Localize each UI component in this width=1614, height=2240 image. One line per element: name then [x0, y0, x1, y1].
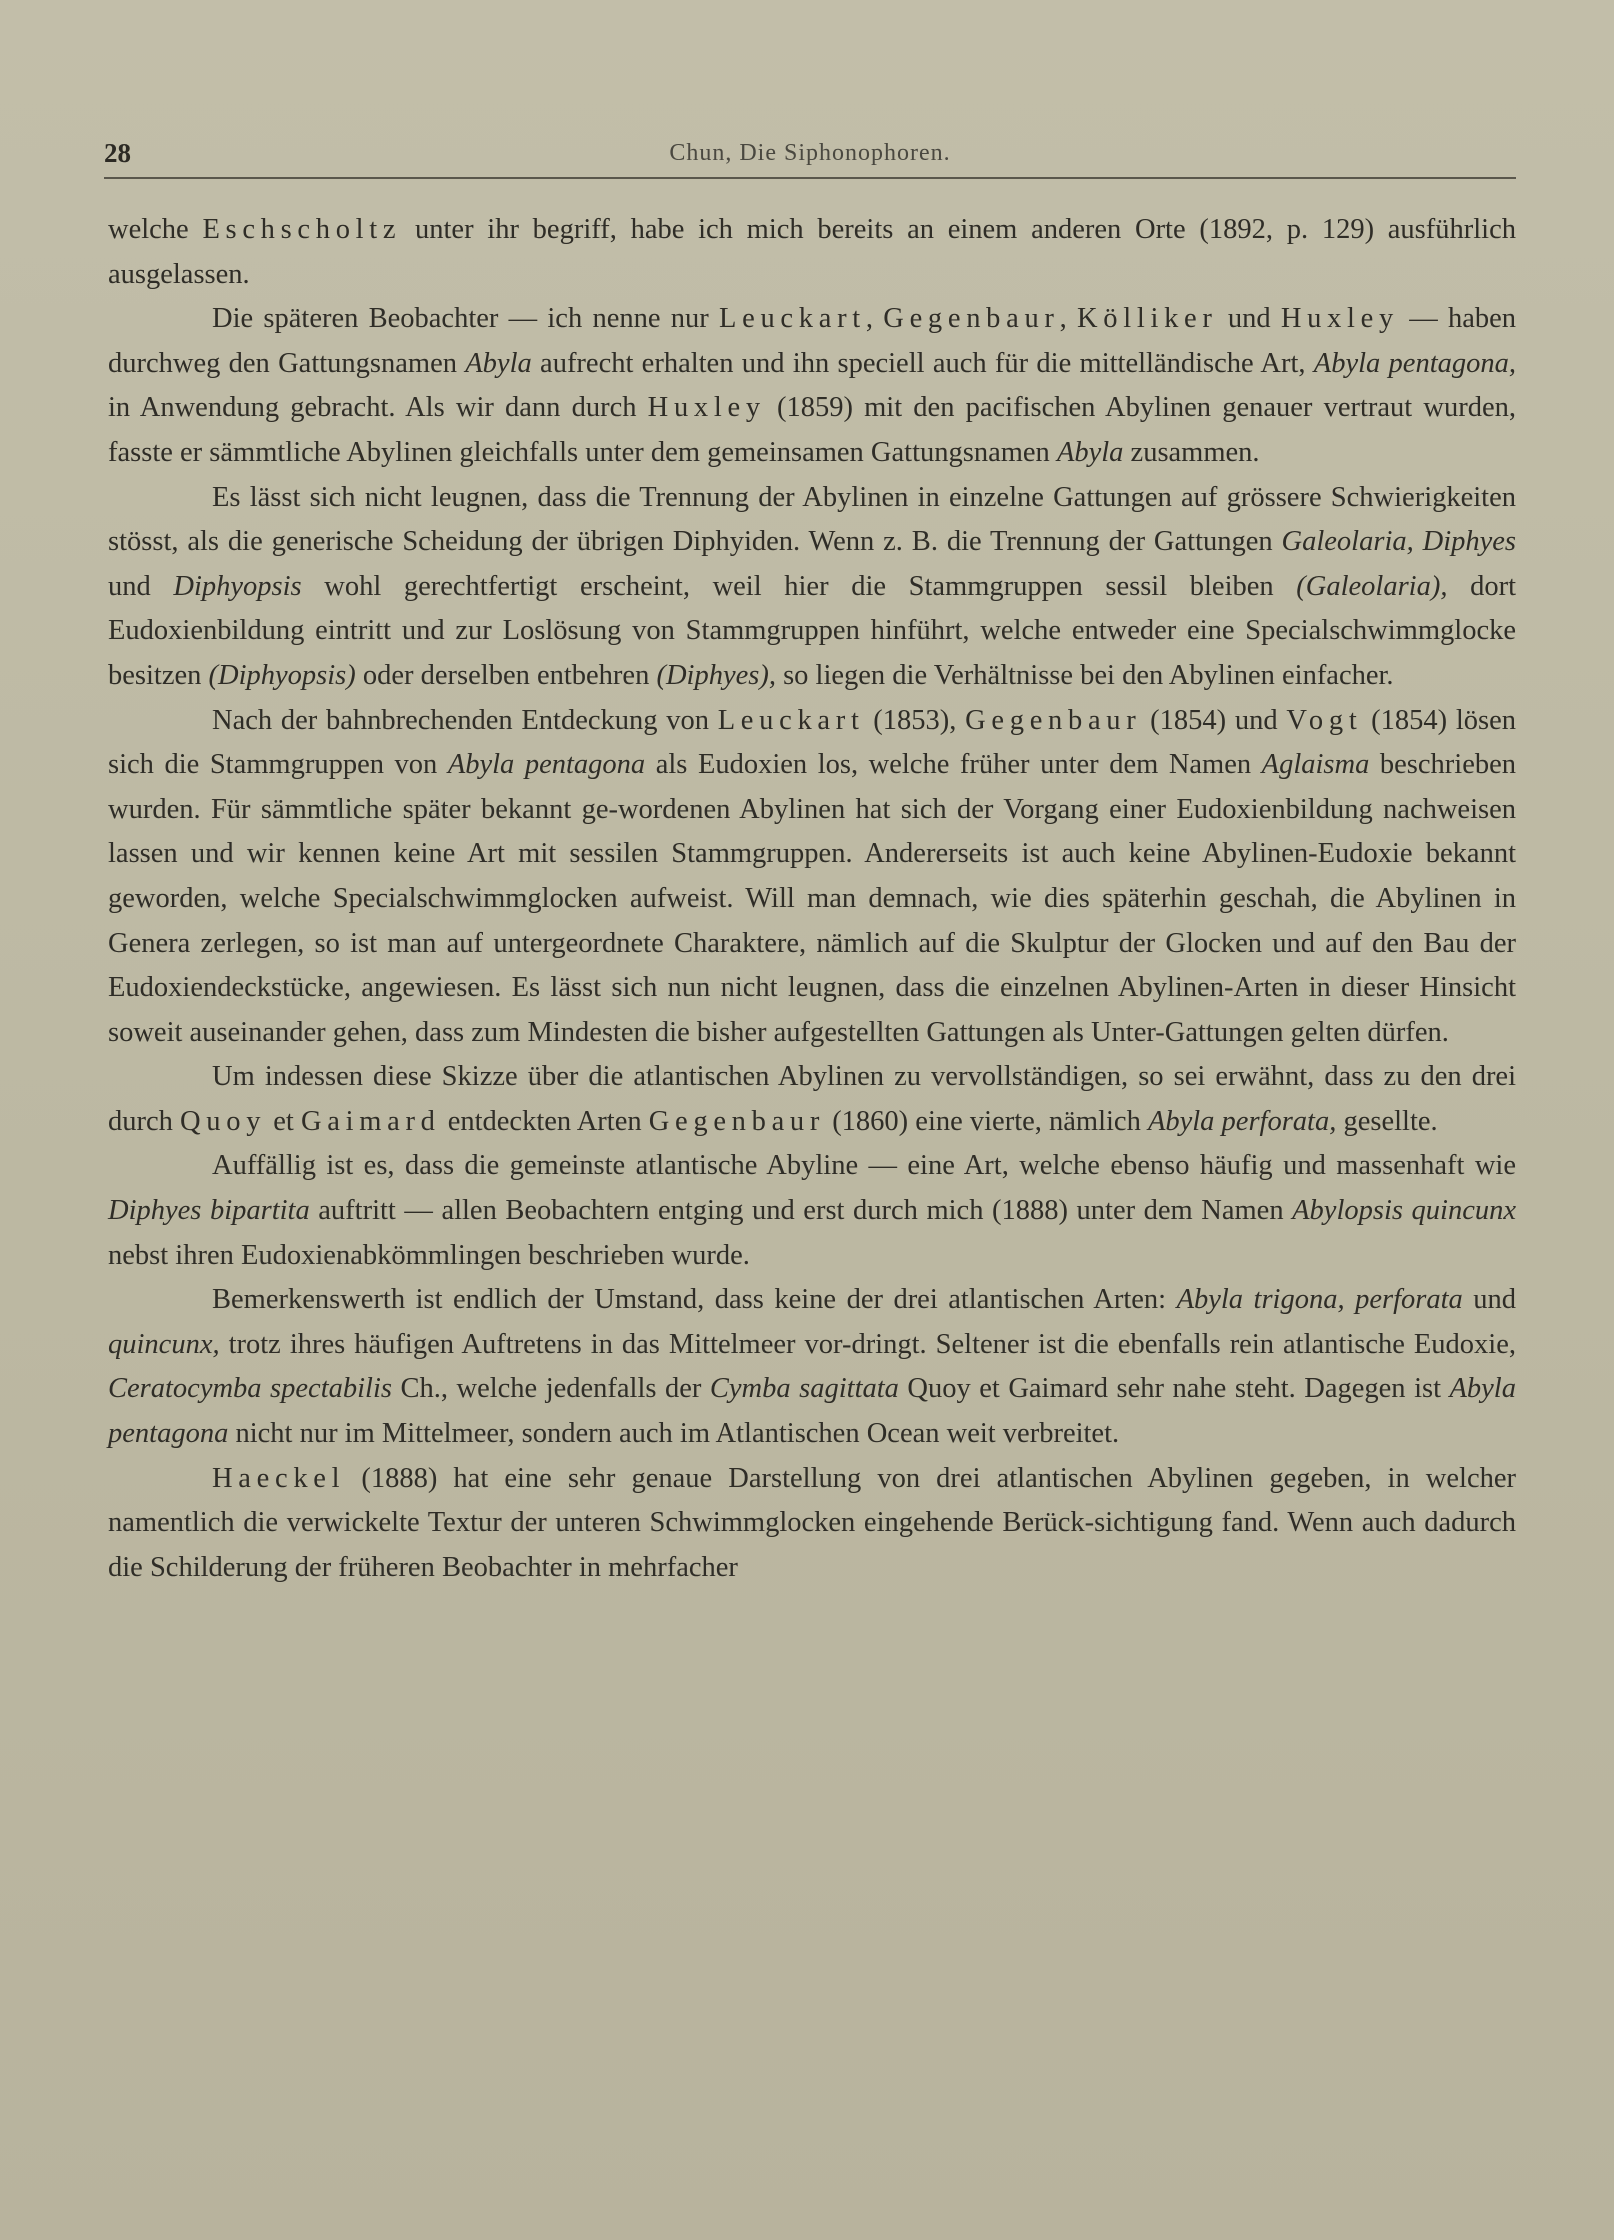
spaced-author-name: Haeckel — [212, 1462, 346, 1494]
paragraph — [108, 476, 1516, 699]
text-run: gesellte. — [1336, 1105, 1438, 1137]
italic-taxon: Abyla trigona, perforata — [1176, 1284, 1463, 1316]
paragraph — [108, 208, 1516, 297]
spaced-author-name: Leuckart — [717, 704, 865, 736]
text-run: nebst ihren Eudoxienabkömmlingen beschrieben wurde. — [108, 1239, 750, 1271]
spaced-author-name: Kölliker — [1077, 303, 1218, 335]
italic-taxon: Diphyopsis — [173, 570, 302, 602]
italic-taxon: (Galeolaria), — [1296, 570, 1448, 602]
text-run: Bemerkenswerth ist endlich der Umstand, dass keine der drei atlantischen Arten: — [212, 1284, 1177, 1316]
italic-taxon: Cymba sagittata — [709, 1373, 899, 1405]
text-run: in Anwendung gebracht. Als wir dann durch — [108, 392, 648, 424]
spaced-author-name: Huxley — [1280, 303, 1399, 335]
text-run: wohl gerechtfertigt erscheint, weil hier die Stammgruppen sessil bleiben — [301, 570, 1297, 602]
spaced-author-name: Gegenbaur — [965, 704, 1142, 736]
text-run: , — [865, 303, 884, 335]
spaced-author-name: Huxley — [647, 392, 766, 424]
text-run: Quoy et Gaimard sehr nahe steht. Dagegen ist — [898, 1373, 1450, 1405]
text-run: (1854) und — [1141, 704, 1287, 736]
italic-taxon: (Diphyopsis) — [208, 659, 356, 691]
text-run: unter ihr begriff, habe ich mich bereits an einem anderen Orte (1892, p. 129) ausführlich ausgelassen. — [108, 214, 1516, 290]
running-title: Chun, Die Siphonophoren. — [669, 140, 951, 166]
italic-taxon: Abyla pentagona — [108, 1373, 1516, 1450]
text-run: entdeckten Arten — [440, 1105, 649, 1137]
text-run: oder derselben entbehren — [355, 659, 657, 691]
italic-taxon: Abyla pentagona — [447, 749, 646, 781]
italic-taxon: (Diphyes), — [656, 659, 776, 691]
spaced-author-name: Leuckart — [719, 303, 866, 335]
text-run: (1854) lösen sich die Stammgruppen von — [108, 704, 1517, 781]
text-run: Es lässt sich nicht leugnen, dass die Trennung der Abylinen in einzelne Gattungen auf grössere Schwierigkeiten stösst, als die generische Scheidung der übrigen Diphyiden. Wenn z. B. die Trennung der Gattungen — [108, 481, 1516, 558]
text-run: Die späteren Beobachter — ich nenne nur — [212, 303, 720, 335]
text-run: (1860) eine vierte, nämlich — [825, 1105, 1148, 1137]
text-run: und — [1462, 1284, 1517, 1316]
italic-taxon: Diphyes bipartita — [108, 1195, 310, 1227]
text-run: nicht nur im Mittelmeer, sondern auch im Atlantischen Ocean weit verbreitet. — [228, 1418, 1120, 1450]
page-number: 28 — [104, 138, 131, 168]
text-run: Um indessen diese Skizze über die atlantischen Abylinen zu vervollständigen, so sei erwähnt, dass zu den drei durch — [108, 1061, 1516, 1137]
text-run: und — [108, 570, 174, 602]
header-rule — [104, 177, 1516, 179]
text-run: beschrieben wurden. Für sämmtliche später bekannt ge-wordenen Abylinen hat sich der Vorgang einer Eudoxienbildung nachweisen lassen und wir kennen keine Art mit sessilen Stammgruppen. Andererseits ist auch keine Abylinen-Eudoxie bekannt geworden, welche Specialschwimmglocken aufweist. Will man demnach, wie dies späterhin geschah, die Abylinen in Genera zerlegen, so ist man auf untergeordnete Charaktere, nämlich auf die Skulptur der Glocken und auf den Bau der Eudoxiendeckstücke, angewiesen. Es lässt sich nun nicht leugnen, dass die einzelnen Abylinen-Arten in dieser Hinsicht soweit auseinander gehen, dass zum Mindesten die bisher aufgestellten Gattungen als Unter-Gattungen gelten dürfen. — [108, 749, 1516, 1048]
text-run: (1859) mit den pacifischen Abylinen genauer vertraut wurden, fasste er sämmtliche Abylinen gleichfalls unter dem gemeinsamen Gattungsnamen — [108, 392, 1516, 468]
text-run: Ch., welche jedenfalls der — [391, 1373, 710, 1405]
text-run: dort Eudoxienbildung eintritt und zur Loslösung von Stammgruppen hinführt, welche entweder eine Specialschwimmglocke besitzen — [108, 570, 1516, 691]
spaced-author-name: Vogt — [1286, 704, 1363, 736]
paragraph — [108, 1278, 1516, 1456]
spaced-author-name: Eschscholtz — [202, 214, 402, 245]
text-run: und — [1217, 303, 1281, 335]
text-run: — haben durchweg den Gattungsnamen — [108, 303, 1517, 379]
paragraph — [108, 297, 1516, 475]
italic-taxon: quincunx, — [108, 1328, 220, 1360]
italic-taxon: Abyla — [465, 347, 532, 379]
spaced-author-name: Gegenbaur — [648, 1105, 826, 1137]
text-run: so liegen die Verhältnisse bei den Abylinen einfacher. — [775, 659, 1394, 691]
italic-taxon: Abyla — [1056, 436, 1124, 468]
page-header — [104, 138, 1516, 178]
italic-taxon: Abyla perforata, — [1147, 1105, 1337, 1137]
spaced-author-name: Quoy — [180, 1105, 267, 1137]
text-run: welche — [108, 214, 203, 245]
text-run: (1853), — [864, 704, 966, 736]
text-run: auftritt — allen Beobachtern entging und erst durch mich (1888) unter dem Namen — [309, 1195, 1293, 1227]
italic-taxon: Galeolaria, Diphyes — [1281, 526, 1516, 558]
text-run: et — [266, 1105, 301, 1137]
text-run: aufrecht erhalten und ihn speciell auch für die mittelländische Art, — [531, 347, 1314, 379]
body-text — [108, 208, 1516, 1590]
text-run: Nach der bahnbrechenden Entdeckung von — [212, 704, 718, 736]
paragraph — [108, 1055, 1516, 1144]
text-run: Auffällig ist es, dass die gemeinste atlantische Abyline — eine Art, welche ebenso häufig und massenhaft wie — [212, 1150, 1516, 1182]
paragraph — [108, 699, 1516, 1056]
italic-taxon: Abyla pentagona, — [1313, 347, 1516, 379]
text-run: (1888) hat eine sehr genaue Darstellung von drei atlantischen Abylinen gegeben, in welcher namentlich die verwickelte Textur der unteren Schwimmglocken eingehende Berück-sichtigung fand. Wenn auch dadurch die Schilderung der früheren Beobachter in mehrfacher — [108, 1462, 1516, 1583]
spaced-author-name: Gaimard — [300, 1105, 441, 1137]
text-run: als Eudoxien los, welche früher unter dem Namen — [645, 749, 1262, 781]
paragraph — [108, 1457, 1516, 1591]
italic-taxon: Abylopsis quincunx — [1292, 1195, 1516, 1227]
italic-taxon: Ceratocymba spectabilis — [108, 1373, 392, 1405]
text-run: zusammen. — [1123, 436, 1260, 468]
spaced-author-name: Gegenbaur — [883, 303, 1060, 335]
text-run: , — [1059, 303, 1077, 335]
paragraph — [108, 1144, 1516, 1278]
text-run: trotz ihres häufigen Auftretens in das Mittelmeer vor-dringt. Seltener ist die ebenfalls rein atlantische Eudoxie, — [219, 1328, 1516, 1360]
italic-taxon: Aglaisma — [1261, 749, 1370, 781]
